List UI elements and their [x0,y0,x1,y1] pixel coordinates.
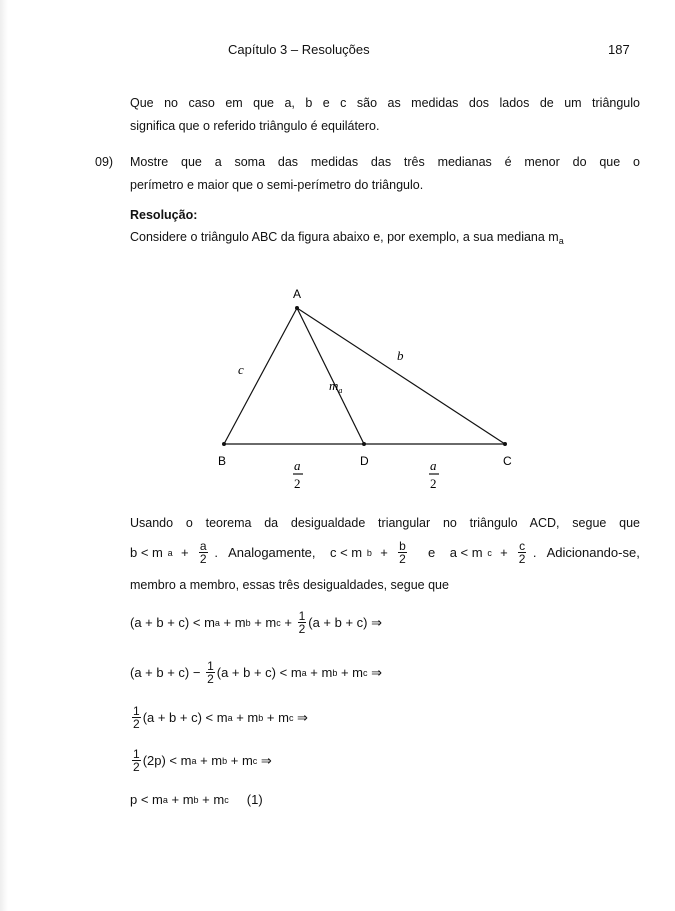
half-a-den-1: 2 [294,476,301,491]
equation-4 [130,748,272,773]
math-text: ⇒ [257,752,272,768]
fraction-denominator: 2 [133,717,140,731]
fraction-numerator: c [519,539,526,553]
math-text: (a + b + c) ⇒ [308,614,383,630]
math-fraction [132,748,141,773]
math-text: + [496,545,512,560]
math-text: ⇒ [293,709,308,725]
inequalities-line [130,540,640,565]
math-text: + [177,545,193,560]
math-subscript: b [258,712,264,723]
math-subscript: c [276,617,281,628]
intro-line-1: Que no caso em que a, b e c são as medidas dos lados de um triângulo [130,96,640,110]
fraction-denominator: 2 [518,552,526,566]
math-text: + m [250,615,277,630]
fraction-numerator: b [399,539,406,553]
math-fraction [199,540,208,565]
resolution-heading: Resolução: [130,208,198,222]
math-subscript: a [301,667,307,678]
equation-5 [130,792,263,807]
math-subscript: c [224,794,229,805]
intro-line-2: significa que o referido triângulo é equilátero. [130,119,380,133]
median-AD [297,308,364,444]
math-text: ⇒ [367,664,383,680]
fraction-numerator: 1 [298,609,306,623]
side-AC [297,308,505,444]
fraction-numerator: 1 [207,659,214,673]
math-fraction [298,610,307,635]
math-text: + m [196,753,223,768]
fraction-numerator: 1 [133,704,140,718]
math-text: + m [232,710,259,725]
math-fraction [398,540,407,565]
math-fraction [206,660,215,685]
math-subscript: c [288,712,294,723]
problem-line-1: Mostre que a soma das medidas das três medianas é menor do que o [130,155,640,169]
math-text: (a + b + c) < m [142,710,228,725]
math-subscript: a [191,755,197,766]
math-text: (a + b + c) < m [216,665,302,680]
half-a-den-2: 2 [430,476,437,491]
label-side-b: b [397,348,404,363]
math-subscript: b [332,667,338,678]
label-B: B [218,454,227,468]
equation-1 [130,610,382,635]
math-subscript: b [245,617,251,628]
math-text: (1) [228,792,263,807]
fraction-denominator: 2 [298,622,306,636]
fraction-denominator: 2 [133,760,140,774]
math-subscript: a [227,712,233,723]
math-subscript: b [222,755,228,766]
vertex-A [295,306,299,310]
label-median: $m_a$ [329,378,343,395]
label-C: C [503,454,512,468]
problem-line-2: perímetro e maior que o semi-perímetro do triângulo. [130,178,424,192]
math-text: (a + b + c) < m [130,615,215,630]
math-text: + [376,545,392,560]
half-a-num-2: a [430,458,437,473]
chapter-title: Capítulo 3 – Resoluções [228,42,370,57]
math-text: e a < m [413,545,483,560]
half-a-num-1: a [294,458,301,473]
math-text: b < m [130,545,163,560]
math-text: + m [227,753,253,768]
math-text: + m [263,710,289,725]
text-line-1: Usando o teorema da desigualdade triangular no triângulo ACD, segue que [130,516,640,530]
problem-number: 09) [95,155,114,169]
math-text: (a + b + c) − [130,665,205,680]
math-subscript: a [214,617,220,628]
math-text: . Analogamente, c < m [214,545,363,560]
resolution-text: Considere o triângulo ABC da figura abaixo e, por exemplo, a sua mediana m [130,230,559,244]
text-line-3: membro a membro, essas três desigualdades, segue que [130,578,449,592]
math-subscript: c [363,667,368,678]
label-side-c: c [238,362,244,377]
point-D [362,442,366,446]
math-subscript: a [162,794,168,805]
vertex-B [222,442,226,446]
equation-3 [130,705,308,730]
fraction-numerator: 1 [133,747,140,761]
fraction-denominator: 2 [207,672,214,686]
math-text: . Adicionando-se, [532,545,640,560]
resolution-sub: a [558,236,564,246]
math-subscript: b [366,547,372,558]
fraction-numerator: a [199,539,207,553]
vertex-C [503,442,507,446]
math-text: p < m [130,792,163,807]
math-text: + m [167,792,194,807]
fraction-denominator: 2 [399,552,406,566]
math-subscript: b [193,794,199,805]
math-fraction [132,705,141,730]
math-text: + [280,615,296,630]
math-text: + m [198,792,225,807]
math-subscript: c [487,547,492,558]
math-text: + m [219,615,246,630]
side-AB [224,308,297,444]
math-subscript: c [252,755,258,766]
math-text: + m [306,665,333,680]
page-number: 187 [608,42,630,57]
math-text: + m [337,665,364,680]
math-subscript: a [167,547,173,558]
math-fraction [518,540,526,565]
label-D: D [360,454,369,468]
fraction-denominator: 2 [199,552,207,566]
equation-2 [130,660,382,685]
label-A: A [293,287,302,301]
math-text: (2p) < m [142,753,192,768]
